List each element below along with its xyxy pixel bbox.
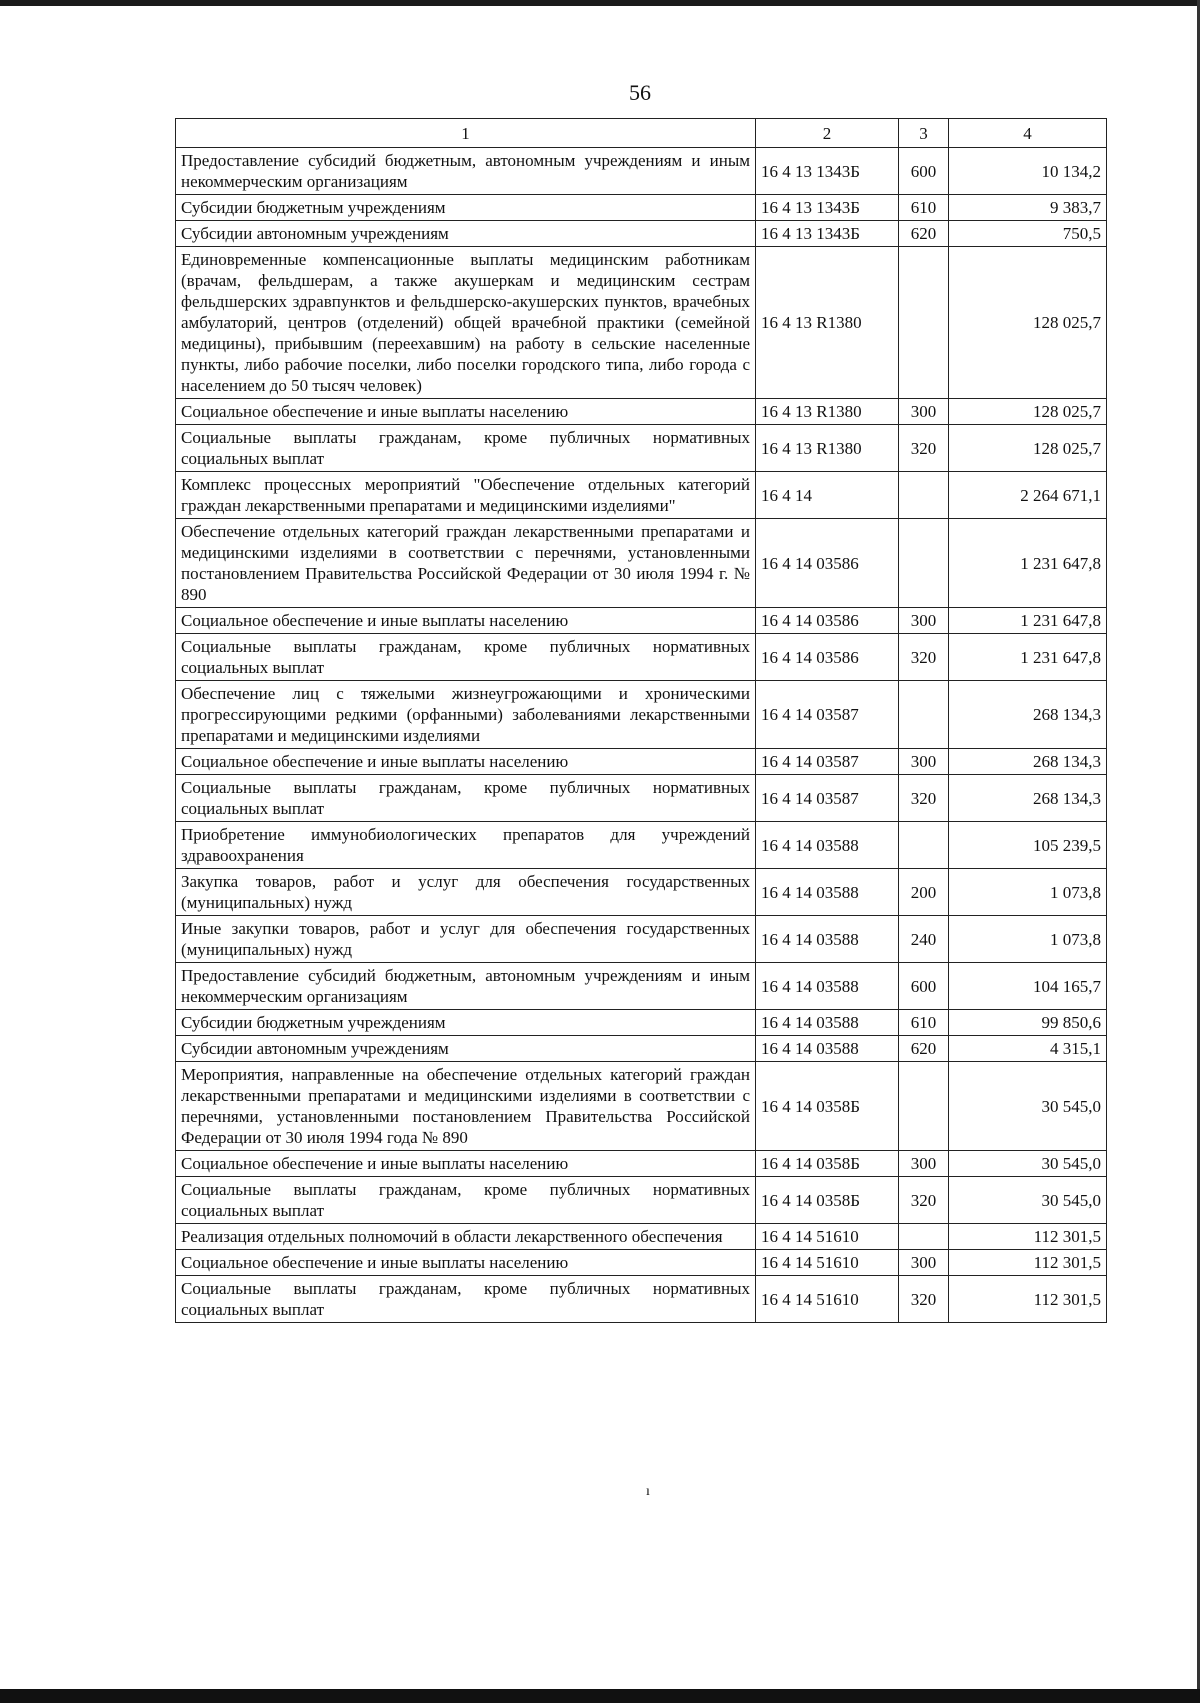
row-amount: 1 073,8 xyxy=(949,916,1107,963)
row-description: Социальное обеспечение и иные выплаты населению xyxy=(176,1250,756,1276)
row-description: Субсидии бюджетным учреждениям xyxy=(176,1010,756,1036)
row-code: 16 4 14 0358Б xyxy=(756,1177,899,1224)
table-row xyxy=(176,148,1107,195)
header-col-1: 1 xyxy=(176,119,756,148)
table-body xyxy=(176,148,1107,1323)
row-expense-type: 300 xyxy=(899,608,949,634)
row-description: Социальные выплаты гражданам, кроме публичных нормативных социальных выплат xyxy=(176,775,756,822)
row-expense-type: 300 xyxy=(899,399,949,425)
header-row xyxy=(176,119,1107,148)
row-description: Реализация отдельных полномочий в области лекарственного обеспечения xyxy=(176,1224,756,1250)
row-expense-type xyxy=(899,822,949,869)
row-expense-type: 610 xyxy=(899,195,949,221)
row-expense-type xyxy=(899,681,949,749)
row-code: 16 4 14 03588 xyxy=(756,1010,899,1036)
row-description: Социальное обеспечение и иные выплаты населению xyxy=(176,399,756,425)
header-col-2: 2 xyxy=(756,119,899,148)
row-code: 16 4 13 1343Б xyxy=(756,148,899,195)
row-expense-type: 600 xyxy=(899,963,949,1010)
table-row xyxy=(176,1010,1107,1036)
row-code: 16 4 14 03586 xyxy=(756,634,899,681)
row-description: Социальные выплаты гражданам, кроме публичных нормативных социальных выплат xyxy=(176,634,756,681)
row-amount: 268 134,3 xyxy=(949,681,1107,749)
row-description: Предоставление субсидий бюджетным, автономным учреждениям и иным некоммерческим организациям xyxy=(176,148,756,195)
row-code: 16 4 13 R1380 xyxy=(756,247,899,399)
table-row xyxy=(176,775,1107,822)
table-row xyxy=(176,247,1107,399)
scan-edge-bottom xyxy=(0,1689,1200,1703)
row-code: 16 4 14 xyxy=(756,472,899,519)
row-expense-type: 600 xyxy=(899,148,949,195)
row-amount: 1 231 647,8 xyxy=(949,634,1107,681)
row-expense-type xyxy=(899,1224,949,1250)
row-expense-type: 320 xyxy=(899,425,949,472)
row-expense-type: 620 xyxy=(899,1036,949,1062)
table-row xyxy=(176,1036,1107,1062)
row-description: Субсидии автономным учреждениям xyxy=(176,221,756,247)
row-code: 16 4 14 0358Б xyxy=(756,1151,899,1177)
row-description: Обеспечение лиц с тяжелыми жизнеугрожающими и хроническими прогрессирующими редкими (орфанными) заболеваниями лекарственными препаратами и медицинскими изделиями xyxy=(176,681,756,749)
table-row xyxy=(176,519,1107,608)
row-code: 16 4 14 03586 xyxy=(756,608,899,634)
row-expense-type xyxy=(899,1062,949,1151)
row-code: 16 4 14 03588 xyxy=(756,916,899,963)
table-row xyxy=(176,221,1107,247)
table-row xyxy=(176,425,1107,472)
row-code: 16 4 13 R1380 xyxy=(756,399,899,425)
table-row xyxy=(176,749,1107,775)
row-expense-type: 610 xyxy=(899,1010,949,1036)
row-description: Социальное обеспечение и иные выплаты населению xyxy=(176,1151,756,1177)
row-description: Приобретение иммунобиологических препаратов для учреждений здравоохранения xyxy=(176,822,756,869)
row-code: 16 4 14 03586 xyxy=(756,519,899,608)
row-amount: 112 301,5 xyxy=(949,1224,1107,1250)
row-amount: 4 315,1 xyxy=(949,1036,1107,1062)
row-description: Предоставление субсидий бюджетным, автономным учреждениям и иным некоммерческим организациям xyxy=(176,963,756,1010)
row-amount: 105 239,5 xyxy=(949,822,1107,869)
row-expense-type: 240 xyxy=(899,916,949,963)
row-amount: 2 264 671,1 xyxy=(949,472,1107,519)
table-row xyxy=(176,822,1107,869)
row-description: Социальные выплаты гражданам, кроме публичных нормативных социальных выплат xyxy=(176,1177,756,1224)
header-col-4: 4 xyxy=(949,119,1107,148)
table-row xyxy=(176,634,1107,681)
row-description: Социальное обеспечение и иные выплаты населению xyxy=(176,608,756,634)
row-code: 16 4 13 R1380 xyxy=(756,425,899,472)
row-code: 16 4 14 03587 xyxy=(756,681,899,749)
row-amount: 9 383,7 xyxy=(949,195,1107,221)
row-expense-type: 320 xyxy=(899,1177,949,1224)
row-code: 16 4 13 1343Б xyxy=(756,221,899,247)
row-amount: 750,5 xyxy=(949,221,1107,247)
row-amount: 10 134,2 xyxy=(949,148,1107,195)
table-row xyxy=(176,916,1107,963)
row-description: Социальное обеспечение и иные выплаты населению xyxy=(176,749,756,775)
budget-table xyxy=(175,118,1107,1323)
row-description: Социальные выплаты гражданам, кроме публичных нормативных социальных выплат xyxy=(176,1276,756,1323)
table-row xyxy=(176,869,1107,916)
table-row xyxy=(176,1276,1107,1323)
row-amount: 1 231 647,8 xyxy=(949,519,1107,608)
row-expense-type xyxy=(899,472,949,519)
row-description: Мероприятия, направленные на обеспечение отдельных категорий граждан лекарственными препаратами и медицинскими изделиями в соответствии с перечнями, установленными постановлением Правительства Российской Федерации от 30 июля 1994 года № 890 xyxy=(176,1062,756,1151)
row-amount: 99 850,6 xyxy=(949,1010,1107,1036)
row-amount: 30 545,0 xyxy=(949,1062,1107,1151)
row-amount: 1 231 647,8 xyxy=(949,608,1107,634)
table-row xyxy=(176,1177,1107,1224)
row-amount: 268 134,3 xyxy=(949,775,1107,822)
table-row xyxy=(176,963,1107,1010)
row-code: 16 4 14 03588 xyxy=(756,963,899,1010)
row-amount: 268 134,3 xyxy=(949,749,1107,775)
row-expense-type: 200 xyxy=(899,869,949,916)
row-amount: 112 301,5 xyxy=(949,1276,1107,1323)
row-description: Обеспечение отдельных категорий граждан лекарственными препаратами и медицинскими изделиями в соответствии с перечнями, установленными постановлением Правительства Российской Федерации от 30 июля 1994 г. № 890 xyxy=(176,519,756,608)
row-code: 16 4 14 03588 xyxy=(756,869,899,916)
row-expense-type xyxy=(899,519,949,608)
table-row xyxy=(176,1224,1107,1250)
scan-artifact-mark: ı xyxy=(646,1484,650,1499)
row-expense-type xyxy=(899,247,949,399)
table-row xyxy=(176,1151,1107,1177)
table-row xyxy=(176,399,1107,425)
row-amount: 128 025,7 xyxy=(949,399,1107,425)
row-expense-type: 320 xyxy=(899,775,949,822)
row-amount: 128 025,7 xyxy=(949,425,1107,472)
row-expense-type: 320 xyxy=(899,1276,949,1323)
row-description: Иные закупки товаров, работ и услуг для обеспечения государственных (муниципальных) нужд xyxy=(176,916,756,963)
table-row xyxy=(176,472,1107,519)
scan-edge-top xyxy=(0,0,1200,6)
row-code: 16 4 14 03587 xyxy=(756,775,899,822)
table-row xyxy=(176,681,1107,749)
row-description: Субсидии автономным учреждениям xyxy=(176,1036,756,1062)
row-description: Социальные выплаты гражданам, кроме публичных нормативных социальных выплат xyxy=(176,425,756,472)
row-amount: 30 545,0 xyxy=(949,1177,1107,1224)
row-code: 16 4 13 1343Б xyxy=(756,195,899,221)
table-row xyxy=(176,1062,1107,1151)
row-code: 16 4 14 51610 xyxy=(756,1224,899,1250)
row-code: 16 4 14 51610 xyxy=(756,1250,899,1276)
row-code: 16 4 14 03588 xyxy=(756,822,899,869)
page-number: 56 xyxy=(629,80,651,105)
row-description: Единовременные компенсационные выплаты медицинским работникам (врачам, фельдшерам, а также акушеркам и медицинским сестрам фельдшерских здравпунктов и фельдшерско-акушерских пунктов, врачебных амбулаторий, центров (отделений) общей врачебной практики (семейной медицины), прибывшим (переехавшим) на работу в сельские населенные пункты, либо рабочие поселки, либо поселки городского типа, либо города с населением до 50 тысяч человек) xyxy=(176,247,756,399)
row-amount: 128 025,7 xyxy=(949,247,1107,399)
row-expense-type: 300 xyxy=(899,1250,949,1276)
row-description: Закупка товаров, работ и услуг для обеспечения государственных (муниципальных) нужд xyxy=(176,869,756,916)
row-expense-type: 320 xyxy=(899,634,949,681)
table-row xyxy=(176,1250,1107,1276)
row-description: Комплекс процессных мероприятий "Обеспечение отдельных категорий граждан лекарственными препаратами и медицинскими изделиями" xyxy=(176,472,756,519)
row-amount: 112 301,5 xyxy=(949,1250,1107,1276)
row-expense-type: 620 xyxy=(899,221,949,247)
row-expense-type: 300 xyxy=(899,749,949,775)
table-row xyxy=(176,195,1107,221)
row-amount: 1 073,8 xyxy=(949,869,1107,916)
row-amount: 30 545,0 xyxy=(949,1151,1107,1177)
row-code: 16 4 14 51610 xyxy=(756,1276,899,1323)
row-expense-type: 300 xyxy=(899,1151,949,1177)
row-amount: 104 165,7 xyxy=(949,963,1107,1010)
table-row xyxy=(176,608,1107,634)
row-code: 16 4 14 0358Б xyxy=(756,1062,899,1151)
row-description: Субсидии бюджетным учреждениям xyxy=(176,195,756,221)
header-col-3: 3 xyxy=(899,119,949,148)
row-code: 16 4 14 03588 xyxy=(756,1036,899,1062)
row-code: 16 4 14 03587 xyxy=(756,749,899,775)
